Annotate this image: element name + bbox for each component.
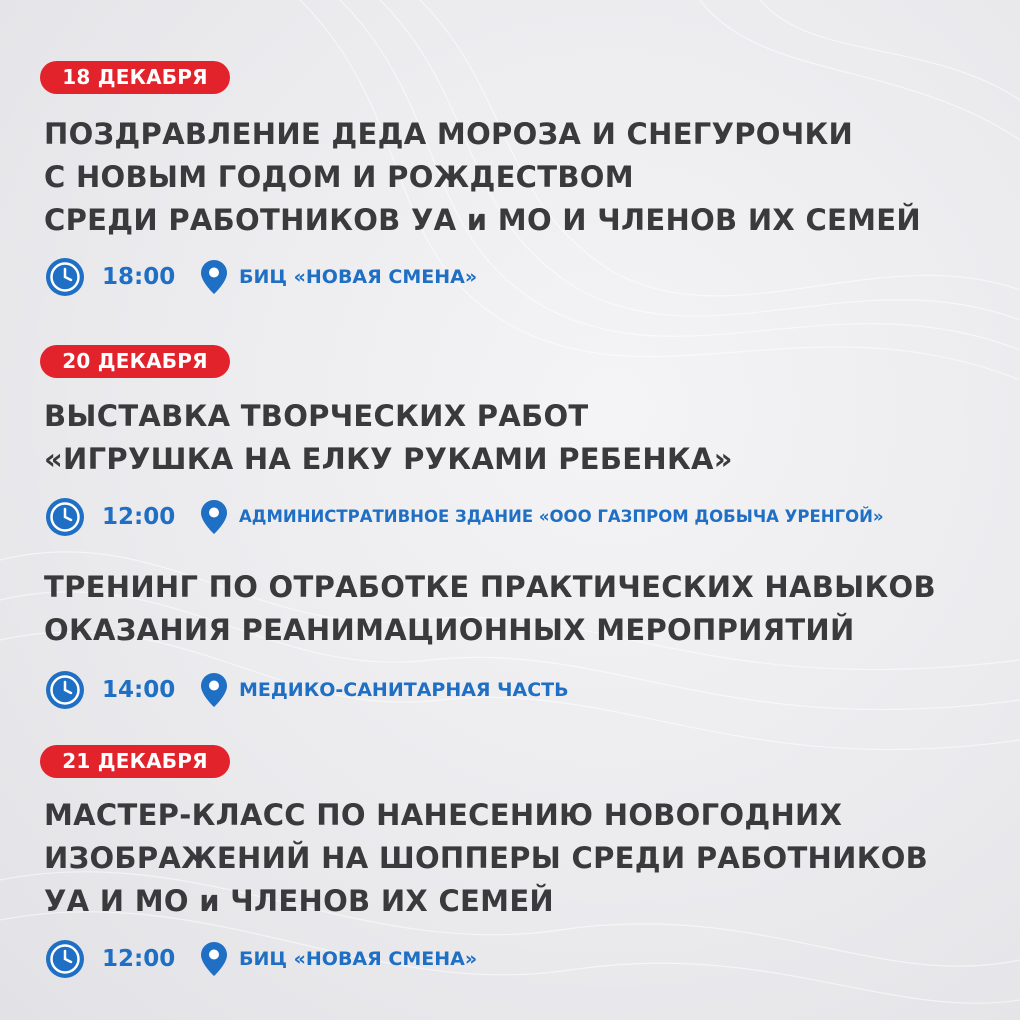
event-title-line: ОКАЗАНИЯ РЕАНИМАЦИОННЫХ МЕРОПРИЯТИЙ xyxy=(44,613,855,647)
location-pin-icon xyxy=(200,259,228,295)
event-title-line: ВЫСТАВКА ТВОРЧЕСКИХ РАБОТ xyxy=(44,399,589,433)
event-location: БИЦ «НОВАЯ СМЕНА» xyxy=(239,948,478,970)
clock-icon xyxy=(44,496,86,538)
clock-icon xyxy=(44,938,86,980)
event-title xyxy=(44,794,994,923)
event-meta xyxy=(44,496,1004,540)
event-time: 12:00 xyxy=(102,946,176,972)
event-time: 18:00 xyxy=(102,264,176,290)
event-title xyxy=(44,566,994,652)
event-time: 12:00 xyxy=(102,504,176,530)
clock-icon xyxy=(44,256,86,298)
clock-icon xyxy=(44,669,86,711)
date-badge: 18 ДЕКАБРЯ xyxy=(40,61,230,94)
location-pin-icon xyxy=(200,499,228,535)
event-title-line: МАСТЕР-КЛАСС ПО НАНЕСЕНИЮ НОВОГОДНИХ xyxy=(44,798,843,832)
event-title-line: ТРЕНИНГ ПО ОТРАБОТКЕ ПРАКТИЧЕСКИХ НАВЫКОВ xyxy=(44,570,936,604)
event-location: МЕДИКО-САНИТАРНАЯ ЧАСТЬ xyxy=(239,679,569,701)
event-location: БИЦ «НОВАЯ СМЕНА» xyxy=(239,266,478,288)
event-time: 14:00 xyxy=(102,677,176,703)
event-location: АДМИНИСТРАТИВНОЕ ЗДАНИЕ «ООО ГАЗПРОМ ДОБЫЧА УРЕНГОЙ» xyxy=(239,507,884,526)
event-title-line: ПОЗДРАВЛЕНИЕ ДЕДА МОРОЗА И СНЕГУРОЧКИ xyxy=(44,117,854,151)
event-title xyxy=(44,113,994,242)
location-pin-icon xyxy=(200,941,228,977)
event-title-line: УА И МО и ЧЛЕНОВ ИХ СЕМЕЙ xyxy=(44,884,555,918)
event-title xyxy=(44,395,994,481)
event-title-line: С НОВЫМ ГОДОМ И РОЖДЕСТВОМ xyxy=(44,160,634,194)
event-meta xyxy=(44,256,1004,300)
event-meta xyxy=(44,938,1004,982)
date-badge: 20 ДЕКАБРЯ xyxy=(40,345,230,378)
event-title-line: «ИГРУШКА НА ЕЛКУ РУКАМИ РЕБЕНКА» xyxy=(44,442,733,476)
event-title-line: СРЕДИ РАБОТНИКОВ УА и МО И ЧЛЕНОВ ИХ СЕМЕЙ xyxy=(44,203,921,237)
location-pin-icon xyxy=(200,672,228,708)
date-badge: 21 ДЕКАБРЯ xyxy=(40,745,230,778)
event-meta xyxy=(44,669,1004,713)
event-title-line: ИЗОБРАЖЕНИЙ НА ШОППЕРЫ СРЕДИ РАБОТНИКОВ xyxy=(44,841,929,875)
